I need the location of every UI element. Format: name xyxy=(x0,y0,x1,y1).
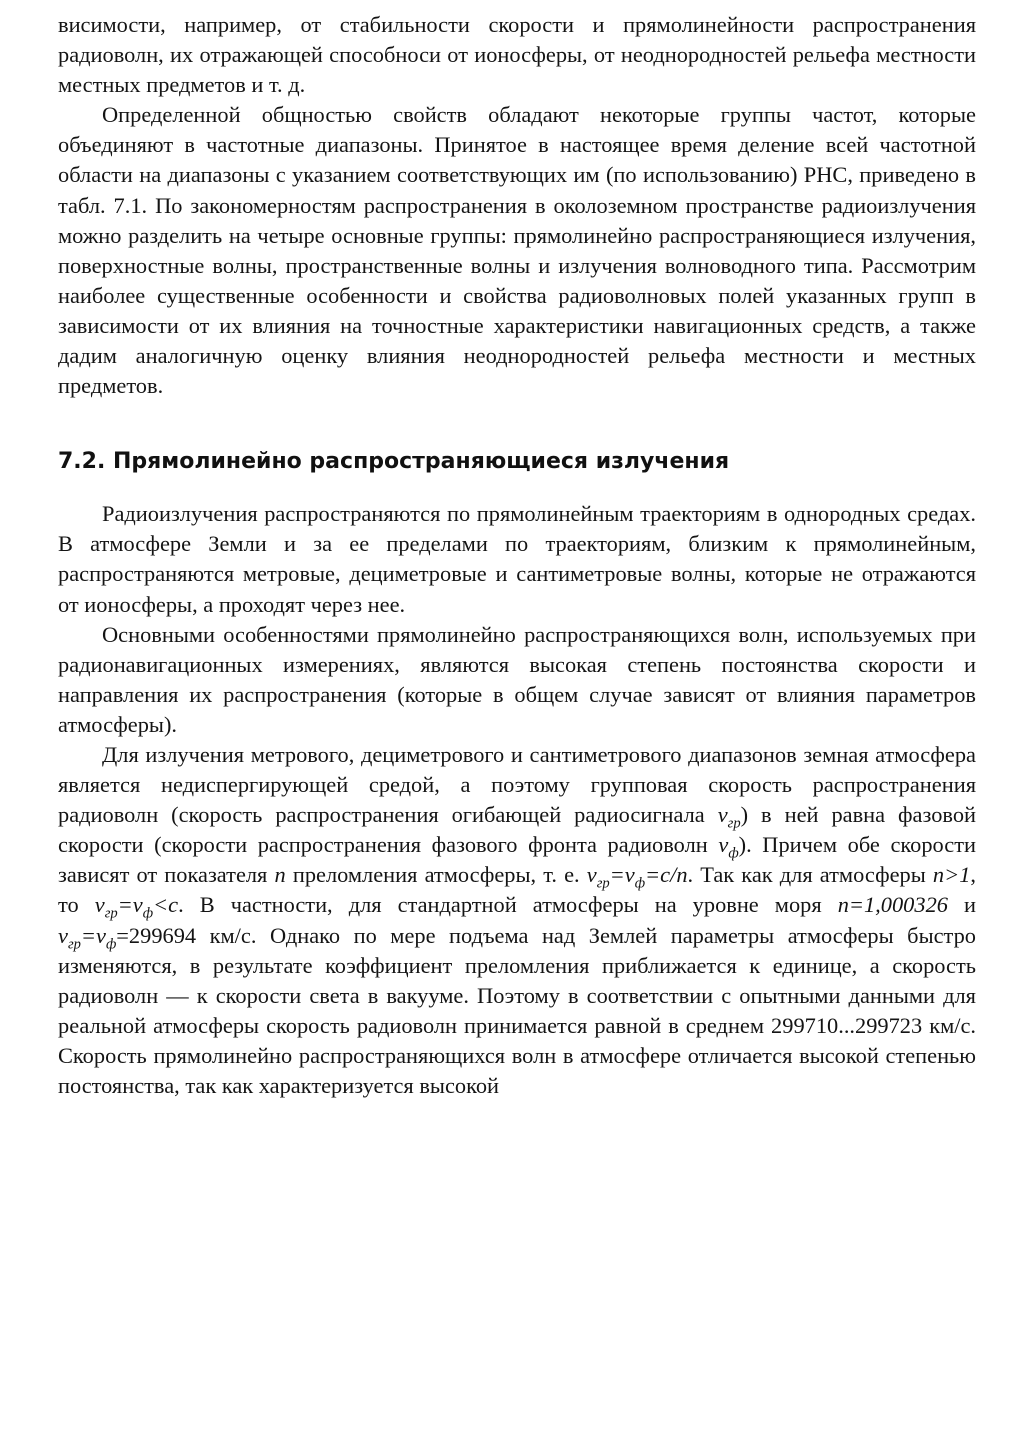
text-segment: и xyxy=(947,892,976,918)
paragraph-3: Радиоизлучения распространяются по прямолинейным траекториям в однородных средах. В атмосфере Земли и за ее пределами по траекториям, близким к прямолинейным, распространяются метровые, дециметровые и сантиметровые волны, которые не отражаются от ионосферы, а проходят через нее. xyxy=(58,501,976,617)
text-segment: . В частности, для стандартной атмосферы на уровне моря xyxy=(178,892,838,918)
text-segment: . Однако по мере подъема над Землей параметры атмосферы быстро изменяются, в результате коэффициент преломления приближается к единице, а скорость радиоволн — к скорости света в вакууме. Поэтому в соответствии с опытными данными для реальной атмосферы скорость радиоволн принимается равной в среднем 299710...299723 км/с. Скорость прямолинейно распространяющихся волн в атмосфере отличается высокой степенью постоянства, так как характеризуется высокой xyxy=(58,922,976,1098)
text-segment: ). Причем обе скорости зависят от показателя xyxy=(58,832,977,888)
paragraph-2: Определенной общностью свойств обладают некоторые группы частот, которые объединяют в частотные диапазоны. Принятое в настоящее время деление всей частотной области на диапазоны с указанием соответствующих им (по использованию) РНС, приведено в табл. 7.1. По закономерностям распространения в околоземном пространстве радиоизлучения можно разделить на четыре основные группы: прямолинейно распространяющиеся излучения, поверхностные волны, пространственные волны и излучения волноводного типа. Рассмотрим наиболее существенные особенности и свойства радиоволновых полей указанных групп в зависимости от их влияния на точностные характеристики навигационных средств, а также дадим аналогичную оценку влияния неоднородностей рельефа местности и местных предметов. xyxy=(58,102,976,399)
section-number: 7.2. xyxy=(58,449,106,475)
math-inequality-1: n>1 xyxy=(932,862,971,888)
text-segment: . Так как для атмосферы xyxy=(687,862,933,888)
math-n-value: n=1,000326 xyxy=(837,892,948,918)
text-segment: Для излучения метрового, дециметрового и сантиметрового диапазонов земная атмосфера является недиспергирующей средой, а поэтому групповая скорость распространения радиоволн (скорость распространения огибающей радиосигнала xyxy=(58,741,976,828)
document-page xyxy=(58,10,976,1101)
section-heading xyxy=(58,447,976,477)
text-segment: , то xyxy=(58,862,976,918)
paragraph-1: висимости, например, от стабильности скорости и прямолинейности распространения радиоволн, их отражающей способноси от ионосферы, от неоднородностей рельефа местности местных предметов и т. д. xyxy=(58,12,976,98)
math-v-f: $v_ф$ xyxy=(718,832,739,862)
text-segment: преломления атмосферы, т. е. xyxy=(285,862,587,888)
math-inequality-2: $v_{гр}=v_ф<c$ xyxy=(94,892,179,922)
math-equation-1: $v_{гр}=v_ф=c/n$ xyxy=(586,862,688,892)
section-title: Прямолинейно распространяющиеся излучения xyxy=(113,449,730,475)
text-segment: =299694 км/с xyxy=(116,922,251,948)
math-n: n xyxy=(274,862,286,888)
paragraph-5 xyxy=(58,740,976,1101)
text-segment: ) в ней равна фазовой скорости (скорости распространения фазового фронта радиоволн xyxy=(58,802,976,858)
math-v-gr: $v_{гр}$ xyxy=(717,802,741,832)
math-speed-value: $v_{гр}=v_ф$ xyxy=(58,922,117,952)
paragraph-4: Основными особенностями прямолинейно распространяющихся волн, используемых при радионавигационных измерениях, являются высокая степень постоянства скорости и направления их распространения (которые в общем случае зависят от влияния параметров атмосферы). xyxy=(58,621,976,737)
